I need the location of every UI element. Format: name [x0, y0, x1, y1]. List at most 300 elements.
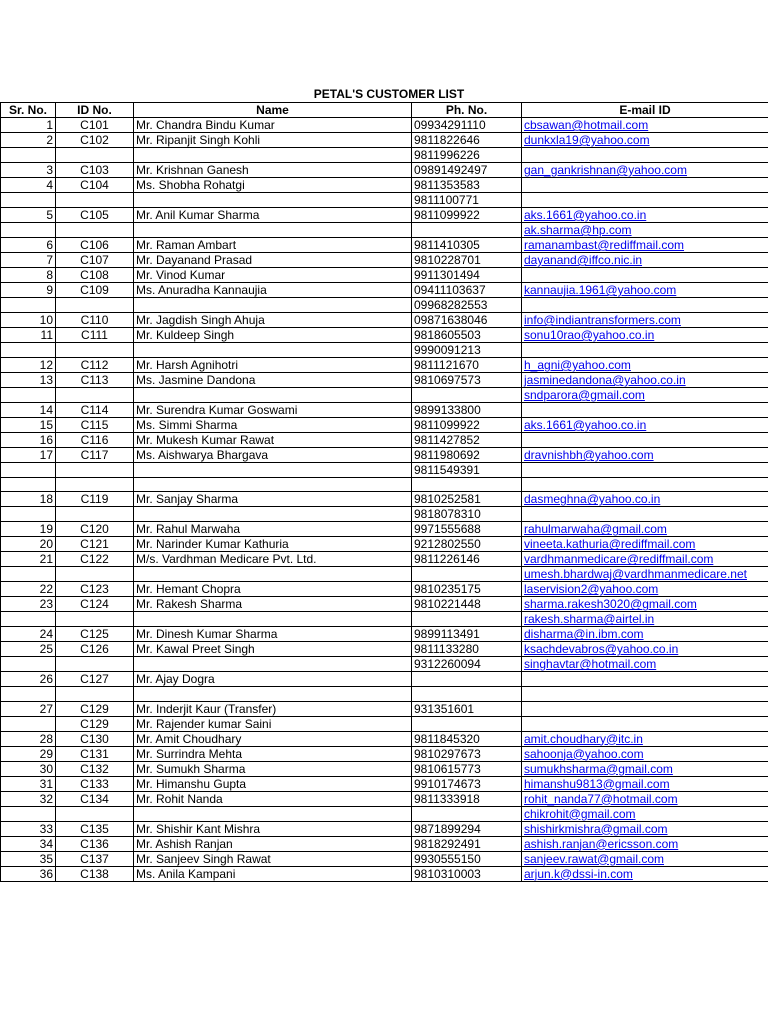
id-cell: C134 — [56, 791, 134, 806]
table-row — [1, 582, 768, 597]
table-row — [1, 731, 768, 746]
name-cell: M/s. Vardhman Medicare Pvt. Ltd. — [134, 552, 412, 567]
email-link[interactable]: ashish.ranjan@ericsson.com — [522, 836, 768, 851]
id-cell: C115 — [56, 418, 134, 433]
name-cell: Mr. Sanjay Sharma — [134, 492, 412, 507]
sr-no-cell: 6 — [1, 238, 56, 253]
id-cell: C113 — [56, 373, 134, 388]
phone-cell: 9990091213 — [412, 343, 522, 358]
email-link[interactable]: aks.1661@yahoo.co.in — [522, 418, 768, 433]
phone-cell: 09968282553 — [412, 298, 522, 313]
phone-cell: 9811100771 — [412, 193, 522, 208]
email-link[interactable]: rahulmarwaha@gmail.com — [522, 522, 768, 537]
name-cell — [134, 657, 412, 672]
id-cell: C122 — [56, 552, 134, 567]
name-cell: Mr. Rahul Marwaha — [134, 522, 412, 537]
id-cell: C136 — [56, 836, 134, 851]
id-cell: C110 — [56, 313, 134, 328]
phone-cell: 09891492497 — [412, 163, 522, 178]
sr-no-cell: 4 — [1, 178, 56, 193]
email-link[interactable]: dunkxla19@yahoo.com — [522, 133, 768, 148]
phone-cell — [412, 612, 522, 627]
phone-cell: 9811549391 — [412, 463, 522, 478]
phone-cell — [412, 478, 522, 492]
table-row — [1, 178, 768, 193]
email-link[interactable]: sanjeev.rawat@gmail.com — [522, 851, 768, 866]
id-cell: C104 — [56, 178, 134, 193]
table-row — [1, 627, 768, 642]
table-row — [1, 507, 768, 522]
name-cell: Mr. Amit Choudhary — [134, 731, 412, 746]
sr-no-cell: 11 — [1, 328, 56, 343]
id-cell: C116 — [56, 433, 134, 448]
name-cell: Mr. Ajay Dogra — [134, 672, 412, 687]
email-cell — [522, 716, 768, 731]
id-cell: C129 — [56, 716, 134, 731]
phone-cell: 9818078310 — [412, 507, 522, 522]
name-cell: Mr. Kuldeep Singh — [134, 328, 412, 343]
phone-cell: 9212802550 — [412, 537, 522, 552]
email-link[interactable]: laservision2@yahoo.com — [522, 582, 768, 597]
name-cell: Mr. Rakesh Sharma — [134, 597, 412, 612]
name-cell: Mr. Rajender kumar Saini — [134, 716, 412, 731]
name-cell — [134, 388, 412, 403]
sr-no-cell: 30 — [1, 761, 56, 776]
name-cell: Mr. Ripanjit Singh Kohli — [134, 133, 412, 148]
col-header-email: E-mail ID — [522, 103, 768, 118]
id-cell: C103 — [56, 163, 134, 178]
name-cell — [134, 478, 412, 492]
phone-cell: 9811845320 — [412, 731, 522, 746]
table-row — [1, 716, 768, 731]
phone-cell — [412, 388, 522, 403]
sr-no-cell: 22 — [1, 582, 56, 597]
table-row — [1, 328, 768, 343]
id-cell: C130 — [56, 731, 134, 746]
id-cell — [56, 148, 134, 163]
name-cell — [134, 463, 412, 478]
email-link[interactable]: sharma.rakesh3020@gmail.com — [522, 597, 768, 612]
sr-no-cell — [1, 193, 56, 208]
name-cell: Mr. Surendra Kumar Goswami — [134, 403, 412, 418]
sr-no-cell: 26 — [1, 672, 56, 687]
phone-cell: 9899113491 — [412, 627, 522, 642]
id-cell — [56, 478, 134, 492]
id-cell: C102 — [56, 133, 134, 148]
email-link[interactable]: dayanand@iffco.nic.in — [522, 253, 768, 268]
sr-no-cell: 2 — [1, 133, 56, 148]
id-cell: C123 — [56, 582, 134, 597]
name-cell: Mr. Dayanand Prasad — [134, 253, 412, 268]
email-link[interactable]: vardhmanmedicare@rediffmail.com — [522, 552, 768, 567]
phone-cell: 9910174673 — [412, 776, 522, 791]
id-cell — [56, 388, 134, 403]
id-cell: C109 — [56, 283, 134, 298]
id-cell: C129 — [56, 701, 134, 716]
phone-cell: 9811099922 — [412, 208, 522, 223]
table-row — [1, 791, 768, 806]
name-cell: Mr. Shishir Kant Mishra — [134, 821, 412, 836]
table-row — [1, 373, 768, 388]
sr-no-cell: 20 — [1, 537, 56, 552]
name-cell — [134, 298, 412, 313]
table-row — [1, 268, 768, 283]
phone-cell — [412, 687, 522, 701]
id-cell: C135 — [56, 821, 134, 836]
email-link[interactable]: sndparora@gmail.com — [522, 388, 768, 403]
table-row — [1, 343, 768, 358]
table-row — [1, 358, 768, 373]
email-link[interactable]: sumukhsharma@gmail.com — [522, 761, 768, 776]
id-cell — [56, 343, 134, 358]
phone-cell: 9871899294 — [412, 821, 522, 836]
sr-no-cell — [1, 148, 56, 163]
name-cell: Mr. Surrindra Mehta — [134, 746, 412, 761]
table-row — [1, 672, 768, 687]
email-link[interactable]: aks.1661@yahoo.co.in — [522, 208, 768, 223]
table-row — [1, 208, 768, 223]
id-cell: C117 — [56, 448, 134, 463]
phone-cell: 9810310003 — [412, 866, 522, 881]
name-cell — [134, 343, 412, 358]
name-cell: Mr. Harsh Agnihotri — [134, 358, 412, 373]
table-row — [1, 403, 768, 418]
id-cell — [56, 806, 134, 821]
name-cell: Mr. Raman Ambart — [134, 238, 412, 253]
email-link[interactable]: kannaujia.1961@yahoo.com — [522, 283, 768, 298]
name-cell: Mr. Jagdish Singh Ahuja — [134, 313, 412, 328]
email-link[interactable]: chikrohit@gmail.com — [522, 806, 768, 821]
table-row — [1, 836, 768, 851]
sr-no-cell: 17 — [1, 448, 56, 463]
sr-no-cell: 29 — [1, 746, 56, 761]
table-row — [1, 642, 768, 657]
email-link[interactable]: cbsawan@hotmail.com — [522, 118, 768, 133]
table-row — [1, 522, 768, 537]
phone-cell: 9810235175 — [412, 582, 522, 597]
id-cell: C119 — [56, 492, 134, 507]
phone-cell: 9811226146 — [412, 552, 522, 567]
table-row — [1, 701, 768, 716]
header-row — [1, 103, 768, 118]
phone-cell: 9811121670 — [412, 358, 522, 373]
table-row — [1, 223, 768, 238]
email-cell — [522, 672, 768, 687]
sr-no-cell: 1 — [1, 118, 56, 133]
phone-cell: 9811996226 — [412, 148, 522, 163]
phone-cell: 09934291110 — [412, 118, 522, 133]
sr-no-cell: 10 — [1, 313, 56, 328]
phone-cell: 9811133280 — [412, 642, 522, 657]
id-cell: C124 — [56, 597, 134, 612]
sr-no-cell: 19 — [1, 522, 56, 537]
sr-no-cell: 23 — [1, 597, 56, 612]
phone-cell: 9810221448 — [412, 597, 522, 612]
id-cell: C132 — [56, 761, 134, 776]
table-row — [1, 148, 768, 163]
table-row — [1, 133, 768, 148]
table-row — [1, 612, 768, 627]
email-cell — [522, 148, 768, 163]
sr-no-cell: 33 — [1, 821, 56, 836]
email-link[interactable]: umesh.bhardwaj@vardhmanmedicare.net — [522, 567, 768, 582]
sr-no-cell: 5 — [1, 208, 56, 223]
email-cell — [522, 463, 768, 478]
sr-no-cell: 32 — [1, 791, 56, 806]
email-link[interactable]: ksachdevabros@yahoo.co.in — [522, 642, 768, 657]
phone-cell: 9818292491 — [412, 836, 522, 851]
sr-no-cell — [1, 478, 56, 492]
name-cell: Mr. Inderjit Kaur (Transfer) — [134, 701, 412, 716]
sr-no-cell: 3 — [1, 163, 56, 178]
name-cell: Mr. Anil Kumar Sharma — [134, 208, 412, 223]
name-cell: Mr. Sanjeev Singh Rawat — [134, 851, 412, 866]
sr-no-cell — [1, 223, 56, 238]
phone-cell — [412, 567, 522, 582]
name-cell — [134, 567, 412, 582]
name-cell: Mr. Hemant Chopra — [134, 582, 412, 597]
id-cell — [56, 298, 134, 313]
email-cell — [522, 433, 768, 448]
email-cell — [522, 478, 768, 492]
table-row — [1, 448, 768, 463]
name-cell: Mr. Narinder Kumar Kathuria — [134, 537, 412, 552]
phone-cell: 9971555688 — [412, 522, 522, 537]
email-link[interactable]: disharma@in.ibm.com — [522, 627, 768, 642]
phone-cell: 9811980692 — [412, 448, 522, 463]
table-row — [1, 238, 768, 253]
phone-cell: 9811427852 — [412, 433, 522, 448]
email-link[interactable]: ak.sharma@hp.com — [522, 223, 768, 238]
email-link[interactable]: arjun.k@dssi-in.com — [522, 866, 768, 881]
sr-no-cell: 36 — [1, 866, 56, 881]
phone-cell: 9810297673 — [412, 746, 522, 761]
sr-no-cell — [1, 612, 56, 627]
phone-cell: 9811353583 — [412, 178, 522, 193]
email-link[interactable]: gan_gankrishnan@yahoo.com — [522, 163, 768, 178]
phone-cell: 9811410305 — [412, 238, 522, 253]
id-cell — [56, 612, 134, 627]
sr-no-cell — [1, 806, 56, 821]
table-row — [1, 298, 768, 313]
id-cell: C133 — [56, 776, 134, 791]
table-row — [1, 418, 768, 433]
phone-cell — [412, 806, 522, 821]
id-cell — [56, 567, 134, 582]
name-cell: Mr. Sumukh Sharma — [134, 761, 412, 776]
sr-no-cell — [1, 687, 56, 701]
phone-cell — [412, 716, 522, 731]
table-row — [1, 118, 768, 133]
phone-cell: 9811099922 — [412, 418, 522, 433]
name-cell: Mr. Chandra Bindu Kumar — [134, 118, 412, 133]
email-link[interactable]: rohit_nanda77@hotmail.com — [522, 791, 768, 806]
sr-no-cell: 12 — [1, 358, 56, 373]
table-row — [1, 463, 768, 478]
name-cell — [134, 687, 412, 701]
email-link[interactable]: himanshu9813@gmail.com — [522, 776, 768, 791]
id-cell: C126 — [56, 642, 134, 657]
id-cell: C120 — [56, 522, 134, 537]
name-cell: Ms. Anila Kampani — [134, 866, 412, 881]
col-header-phone: Ph. No. — [412, 103, 522, 118]
email-link[interactable]: rakesh.sharma@airtel.in — [522, 612, 768, 627]
sr-no-cell: 35 — [1, 851, 56, 866]
id-cell — [56, 223, 134, 238]
sr-no-cell: 25 — [1, 642, 56, 657]
sr-no-cell: 27 — [1, 701, 56, 716]
email-link[interactable]: dravnishbh@yahoo.com — [522, 448, 768, 463]
sr-no-cell — [1, 298, 56, 313]
table-row — [1, 388, 768, 403]
name-cell: Ms. Anuradha Kannaujia — [134, 283, 412, 298]
id-cell: C125 — [56, 627, 134, 642]
table-row — [1, 776, 768, 791]
email-cell — [522, 701, 768, 716]
table-row — [1, 552, 768, 567]
table-row — [1, 761, 768, 776]
email-cell — [522, 193, 768, 208]
table-row — [1, 866, 768, 881]
phone-cell: 09411103637 — [412, 283, 522, 298]
id-cell: C121 — [56, 537, 134, 552]
table-row — [1, 806, 768, 821]
email-link[interactable]: jasminedandona@yahoo.co.in — [522, 373, 768, 388]
name-cell: Ms. Shobha Rohatgi — [134, 178, 412, 193]
table-row — [1, 821, 768, 836]
table-row — [1, 433, 768, 448]
name-cell: Mr. Vinod Kumar — [134, 268, 412, 283]
sr-no-cell — [1, 507, 56, 522]
sr-no-cell: 15 — [1, 418, 56, 433]
email-link[interactable]: h_agni@yahoo.com — [522, 358, 768, 373]
table-row — [1, 193, 768, 208]
email-link[interactable]: shishirkmishra@gmail.com — [522, 821, 768, 836]
phone-cell: 9811333918 — [412, 791, 522, 806]
sr-no-cell: 21 — [1, 552, 56, 567]
table-row — [1, 851, 768, 866]
name-cell: Ms. Aishwarya Bhargava — [134, 448, 412, 463]
phone-cell: 9811822646 — [412, 133, 522, 148]
sr-no-cell: 31 — [1, 776, 56, 791]
name-cell — [134, 223, 412, 238]
name-cell: Mr. Kawal Preet Singh — [134, 642, 412, 657]
id-cell: C137 — [56, 851, 134, 866]
table-row — [1, 657, 768, 672]
email-link[interactable]: vineeta.kathuria@rediffmail.com — [522, 537, 768, 552]
sheet-title: PETAL'S CUSTOMER LIST — [313, 87, 465, 101]
phone-cell: 09871638046 — [412, 313, 522, 328]
sr-no-cell: 18 — [1, 492, 56, 507]
phone-cell: 9810252581 — [412, 492, 522, 507]
email-link[interactable]: singhavtar@hotmail.com — [522, 657, 768, 672]
phone-cell: 9930555150 — [412, 851, 522, 866]
id-cell: C105 — [56, 208, 134, 223]
sr-no-cell: 14 — [1, 403, 56, 418]
id-cell: C106 — [56, 238, 134, 253]
table-row — [1, 163, 768, 178]
id-cell — [56, 193, 134, 208]
sr-no-cell — [1, 657, 56, 672]
id-cell: C131 — [56, 746, 134, 761]
phone-cell: 9810615773 — [412, 761, 522, 776]
name-cell: Mr. Ashish Ranjan — [134, 836, 412, 851]
id-cell: C108 — [56, 268, 134, 283]
email-link[interactable]: amit.choudhary@itc.in — [522, 731, 768, 746]
table-row — [1, 597, 768, 612]
sr-no-cell — [1, 716, 56, 731]
table-row — [1, 492, 768, 507]
phone-cell — [412, 223, 522, 238]
phone-cell: 9312260094 — [412, 657, 522, 672]
phone-cell: 9911301494 — [412, 268, 522, 283]
phone-cell: 931351601 — [412, 701, 522, 716]
table-row — [1, 746, 768, 761]
id-cell — [56, 507, 134, 522]
id-cell — [56, 687, 134, 701]
table-row — [1, 478, 768, 492]
email-cell — [522, 343, 768, 358]
id-cell: C138 — [56, 866, 134, 881]
name-cell: Mr. Mukesh Kumar Rawat — [134, 433, 412, 448]
email-link[interactable]: info@indiantransformers.com — [522, 313, 768, 328]
id-cell: C114 — [56, 403, 134, 418]
email-link[interactable]: sahoonja@yahoo.com — [522, 746, 768, 761]
sr-no-cell — [1, 567, 56, 582]
id-cell: C107 — [56, 253, 134, 268]
phone-cell: 9899133800 — [412, 403, 522, 418]
customer-table — [0, 102, 768, 882]
id-cell: C111 — [56, 328, 134, 343]
phone-cell: 9818605503 — [412, 328, 522, 343]
sr-no-cell: 24 — [1, 627, 56, 642]
col-header-name: Name — [134, 103, 412, 118]
table-row — [1, 567, 768, 582]
phone-cell: 9810228701 — [412, 253, 522, 268]
sr-no-cell: 16 — [1, 433, 56, 448]
sr-no-cell: 34 — [1, 836, 56, 851]
name-cell — [134, 193, 412, 208]
col-header-sr-no: Sr. No. — [1, 103, 56, 118]
name-cell: Ms. Jasmine Dandona — [134, 373, 412, 388]
sr-no-cell: 9 — [1, 283, 56, 298]
id-cell — [56, 463, 134, 478]
email-cell — [522, 687, 768, 701]
email-link[interactable]: ramanambast@rediffmail.com — [522, 238, 768, 253]
sr-no-cell: 8 — [1, 268, 56, 283]
name-cell — [134, 612, 412, 627]
sr-no-cell — [1, 463, 56, 478]
email-cell — [522, 403, 768, 418]
table-row — [1, 283, 768, 298]
sr-no-cell — [1, 388, 56, 403]
sr-no-cell: 13 — [1, 373, 56, 388]
table-row — [1, 253, 768, 268]
email-cell — [522, 268, 768, 283]
phone-cell — [412, 672, 522, 687]
name-cell: Ms. Simmi Sharma — [134, 418, 412, 433]
col-header-id-no: ID No. — [56, 103, 134, 118]
name-cell — [134, 806, 412, 821]
email-link[interactable]: sonu10rao@yahoo.co.in — [522, 328, 768, 343]
table-row — [1, 313, 768, 328]
email-cell — [522, 507, 768, 522]
name-cell — [134, 148, 412, 163]
id-cell: C127 — [56, 672, 134, 687]
email-link[interactable]: dasmeghna@yahoo.co.in — [522, 492, 768, 507]
table-body — [1, 118, 768, 882]
name-cell: Mr. Dinesh Kumar Sharma — [134, 627, 412, 642]
